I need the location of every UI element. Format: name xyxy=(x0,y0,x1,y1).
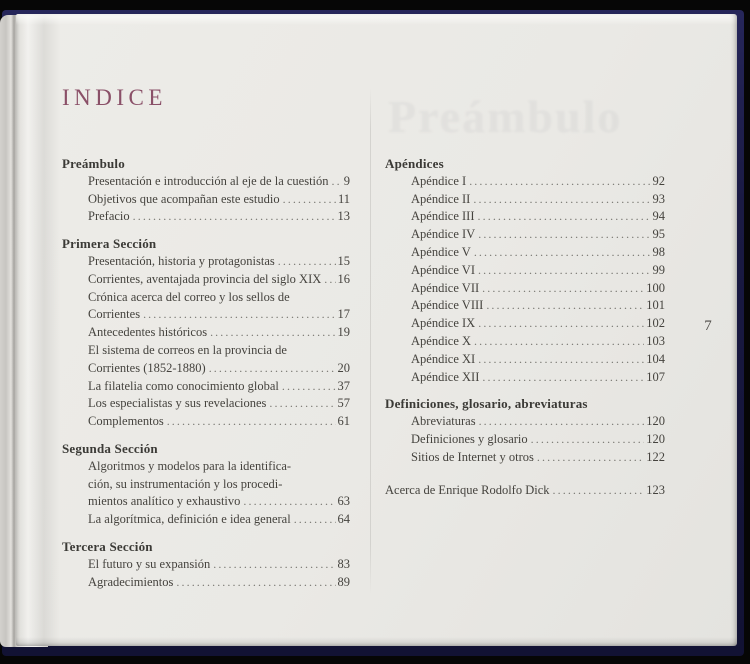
toc-entry-label: Apéndice II xyxy=(411,191,471,206)
toc-entry-label: Apéndice I xyxy=(411,173,467,188)
toc-entry-label: Corrientes (1852-1880) xyxy=(88,360,206,375)
toc-entry-label: La algorítmica, definición e idea general xyxy=(88,512,291,527)
dot-leader xyxy=(478,262,651,280)
dot-leader xyxy=(176,574,335,592)
toc-entry-label: Presentación, historia y protagonistas xyxy=(88,253,275,268)
toc-entry-label: Corrientes, aventajada provincia del siglo XIX xyxy=(88,271,322,286)
toc-entry-label: El sistema de correos en la provincia de xyxy=(88,342,287,357)
toc-section xyxy=(62,235,350,431)
dot-leader xyxy=(283,191,336,209)
toc-entry-label: Complementos xyxy=(88,414,164,429)
toc-entry-page: 9 xyxy=(343,173,350,188)
toc-section xyxy=(385,155,665,386)
toc-entry-line xyxy=(62,306,350,324)
toc-entry-page: 20 xyxy=(337,360,350,375)
toc-entry-line xyxy=(385,431,665,449)
toc-entry-line xyxy=(62,360,350,378)
dot-leader xyxy=(474,333,644,351)
toc-entry-page: 120 xyxy=(646,414,665,429)
toc-entry-line xyxy=(62,289,350,307)
section-heading: Apéndices xyxy=(385,156,444,171)
toc-entry-page: 123 xyxy=(646,482,665,497)
toc-entry-line xyxy=(62,458,350,476)
toc-entry-label: Corrientes xyxy=(88,307,141,322)
dot-leader xyxy=(167,413,336,431)
toc-entry-line xyxy=(62,173,350,191)
toc-entry-label: Acerca de Enrique Rodolfo Dick xyxy=(385,482,550,497)
toc-column-right xyxy=(385,155,665,499)
toc-entry-label: Antecedentes históricos xyxy=(88,325,208,340)
dot-leader xyxy=(482,280,644,298)
toc-entry-line xyxy=(385,226,665,244)
section-heading: Primera Sección xyxy=(62,236,157,252)
dot-leader xyxy=(282,378,336,396)
toc-entry-line xyxy=(62,476,350,494)
toc-entry-page: 93 xyxy=(652,191,665,206)
dot-leader xyxy=(133,208,336,226)
toc-entry-label: Presentación e introducción al eje de la cuestión xyxy=(88,173,329,188)
toc-section xyxy=(62,440,350,529)
toc-entry-line xyxy=(385,482,665,500)
toc-entry-label: Prefacio xyxy=(88,209,130,224)
page-number: 7 xyxy=(704,318,712,334)
dot-leader xyxy=(553,482,645,500)
dot-leader xyxy=(209,360,336,378)
toc-entry-page: 102 xyxy=(646,316,665,331)
toc-entry-line xyxy=(385,333,665,351)
toc-entry-line xyxy=(62,378,350,396)
page-crease xyxy=(370,88,371,594)
toc-entry-page: 13 xyxy=(337,209,350,224)
book-page xyxy=(16,14,737,646)
toc-entry-page: 16 xyxy=(337,271,350,286)
toc-entry-line xyxy=(62,191,350,209)
section-heading: Preámbulo xyxy=(62,156,125,171)
toc-section xyxy=(385,395,665,466)
toc-column-left xyxy=(62,155,350,591)
dot-leader xyxy=(478,315,644,333)
toc-entry-page: 120 xyxy=(646,431,665,446)
dot-leader xyxy=(482,369,644,387)
toc-entry-label: Definiciones y glosario xyxy=(411,431,528,446)
toc-entry-line xyxy=(385,351,665,369)
section-heading: Tercera Sección xyxy=(62,538,153,554)
toc-entry-page: 95 xyxy=(652,227,665,242)
dot-leader xyxy=(473,191,650,209)
toc-entry-line xyxy=(62,271,350,289)
dot-leader xyxy=(479,413,645,431)
section-heading: Definiciones, glosario, abreviaturas xyxy=(385,396,588,412)
dot-leader xyxy=(486,297,644,315)
dot-leader xyxy=(478,208,651,226)
toc-entry-label: Apéndice V xyxy=(411,244,471,259)
toc-entry-line xyxy=(385,191,665,209)
toc-entry-page: 64 xyxy=(337,512,350,527)
toc-entry-page: 92 xyxy=(652,173,665,188)
toc-entry-line xyxy=(62,395,350,413)
toc-entry-page: 15 xyxy=(337,253,350,268)
dot-leader xyxy=(478,351,644,369)
toc-entry-line xyxy=(385,262,665,280)
toc-entry-page: 89 xyxy=(337,574,350,589)
toc-entry-label: ción, su instrumentación y los procedi- xyxy=(88,476,283,491)
dot-leader xyxy=(531,431,645,449)
toc-entry-line xyxy=(62,511,350,529)
toc-entry-page: 83 xyxy=(337,556,350,571)
toc-entry-line xyxy=(385,173,665,191)
toc-entry-line xyxy=(385,280,665,298)
dot-leader xyxy=(243,493,335,511)
dot-leader xyxy=(269,395,335,413)
dot-leader xyxy=(213,556,335,574)
toc-entry-label: Los especialistas y sus revelaciones xyxy=(88,396,267,411)
toc-entry-label: Objetivos que acompañan este estudio xyxy=(88,191,280,206)
toc-entry-label: Algoritmos y modelos para la identifica- xyxy=(88,458,292,473)
toc-entry-label: Apéndice VII xyxy=(411,280,480,295)
toc-entry-page: 11 xyxy=(337,191,350,206)
toc-entry-page: 94 xyxy=(652,209,665,224)
toc-entry-page: 63 xyxy=(337,494,350,509)
toc-entry-page: 104 xyxy=(646,351,665,366)
page-title: INDICE xyxy=(62,85,167,110)
toc-entry-line xyxy=(62,556,350,574)
dot-leader xyxy=(469,173,650,191)
toc-entry-page: 103 xyxy=(646,333,665,348)
toc-entry-page: 61 xyxy=(337,414,350,429)
dot-leader xyxy=(278,253,336,271)
toc-entry-line xyxy=(62,324,350,342)
toc-entry-label: La filatelia como conocimiento global xyxy=(88,378,279,393)
dot-leader xyxy=(324,271,335,289)
toc-entry-line xyxy=(62,574,350,592)
toc-entry-label: Crónica acerca del correo y los sellos de xyxy=(88,289,290,304)
toc-entry-line xyxy=(385,413,665,431)
toc-entry-label: Apéndice VI xyxy=(411,262,475,277)
toc-entry-label: Abreviaturas xyxy=(411,414,476,429)
showthrough-text: Preámbulo xyxy=(388,91,623,142)
toc-entry-page: 57 xyxy=(337,396,350,411)
toc-entry-line xyxy=(62,208,350,226)
toc-entry-line xyxy=(62,253,350,271)
toc-entry-line xyxy=(385,369,665,387)
toc-entry-line xyxy=(385,297,665,315)
dot-leader xyxy=(474,244,651,262)
toc-entry-page: 122 xyxy=(646,449,665,464)
toc-entry-page: 19 xyxy=(337,325,350,340)
toc-entry-line xyxy=(385,208,665,226)
toc-entry-line xyxy=(385,449,665,467)
toc-entry-page: 107 xyxy=(646,369,665,384)
toc-entry-page: 101 xyxy=(646,298,665,313)
toc-entry-label: Apéndice III xyxy=(411,209,475,224)
dot-leader xyxy=(537,449,644,467)
toc-entry-page: 17 xyxy=(337,307,350,322)
toc-entry-label: Apéndice XI xyxy=(411,351,476,366)
toc-entry-label: Apéndice IV xyxy=(411,227,476,242)
toc-entry-page: 99 xyxy=(652,262,665,277)
toc-entry-label: Agradecimientos xyxy=(88,574,174,589)
toc-section xyxy=(62,538,350,591)
toc-entry-page: 100 xyxy=(646,280,665,295)
toc-entry-page: 37 xyxy=(337,378,350,393)
dot-leader xyxy=(332,173,342,191)
toc-entry-line xyxy=(385,315,665,333)
toc-section xyxy=(62,155,350,226)
toc-entry-label: Sitios de Internet y otros xyxy=(411,449,534,464)
toc-entry-line xyxy=(385,244,665,262)
dot-leader xyxy=(294,511,336,529)
toc-entry-label: Apéndice XII xyxy=(411,369,480,384)
toc-section xyxy=(385,482,665,500)
toc-entry-label: mientos analítico y exhaustivo xyxy=(88,494,241,509)
dot-leader xyxy=(478,226,650,244)
section-heading: Segunda Sección xyxy=(62,440,158,456)
toc-entry-line xyxy=(62,493,350,511)
toc-entry-line xyxy=(62,413,350,431)
dot-leader xyxy=(143,306,335,324)
toc-entry-label: Apéndice VIII xyxy=(411,298,484,313)
dot-leader xyxy=(210,324,335,342)
toc-entry-page: 98 xyxy=(652,244,665,259)
toc-entry-label: El futuro y su expansión xyxy=(88,556,211,571)
toc-entry-label: Apéndice X xyxy=(411,333,472,348)
toc-entry-label: Apéndice IX xyxy=(411,316,476,331)
toc-entry-line xyxy=(62,342,350,360)
